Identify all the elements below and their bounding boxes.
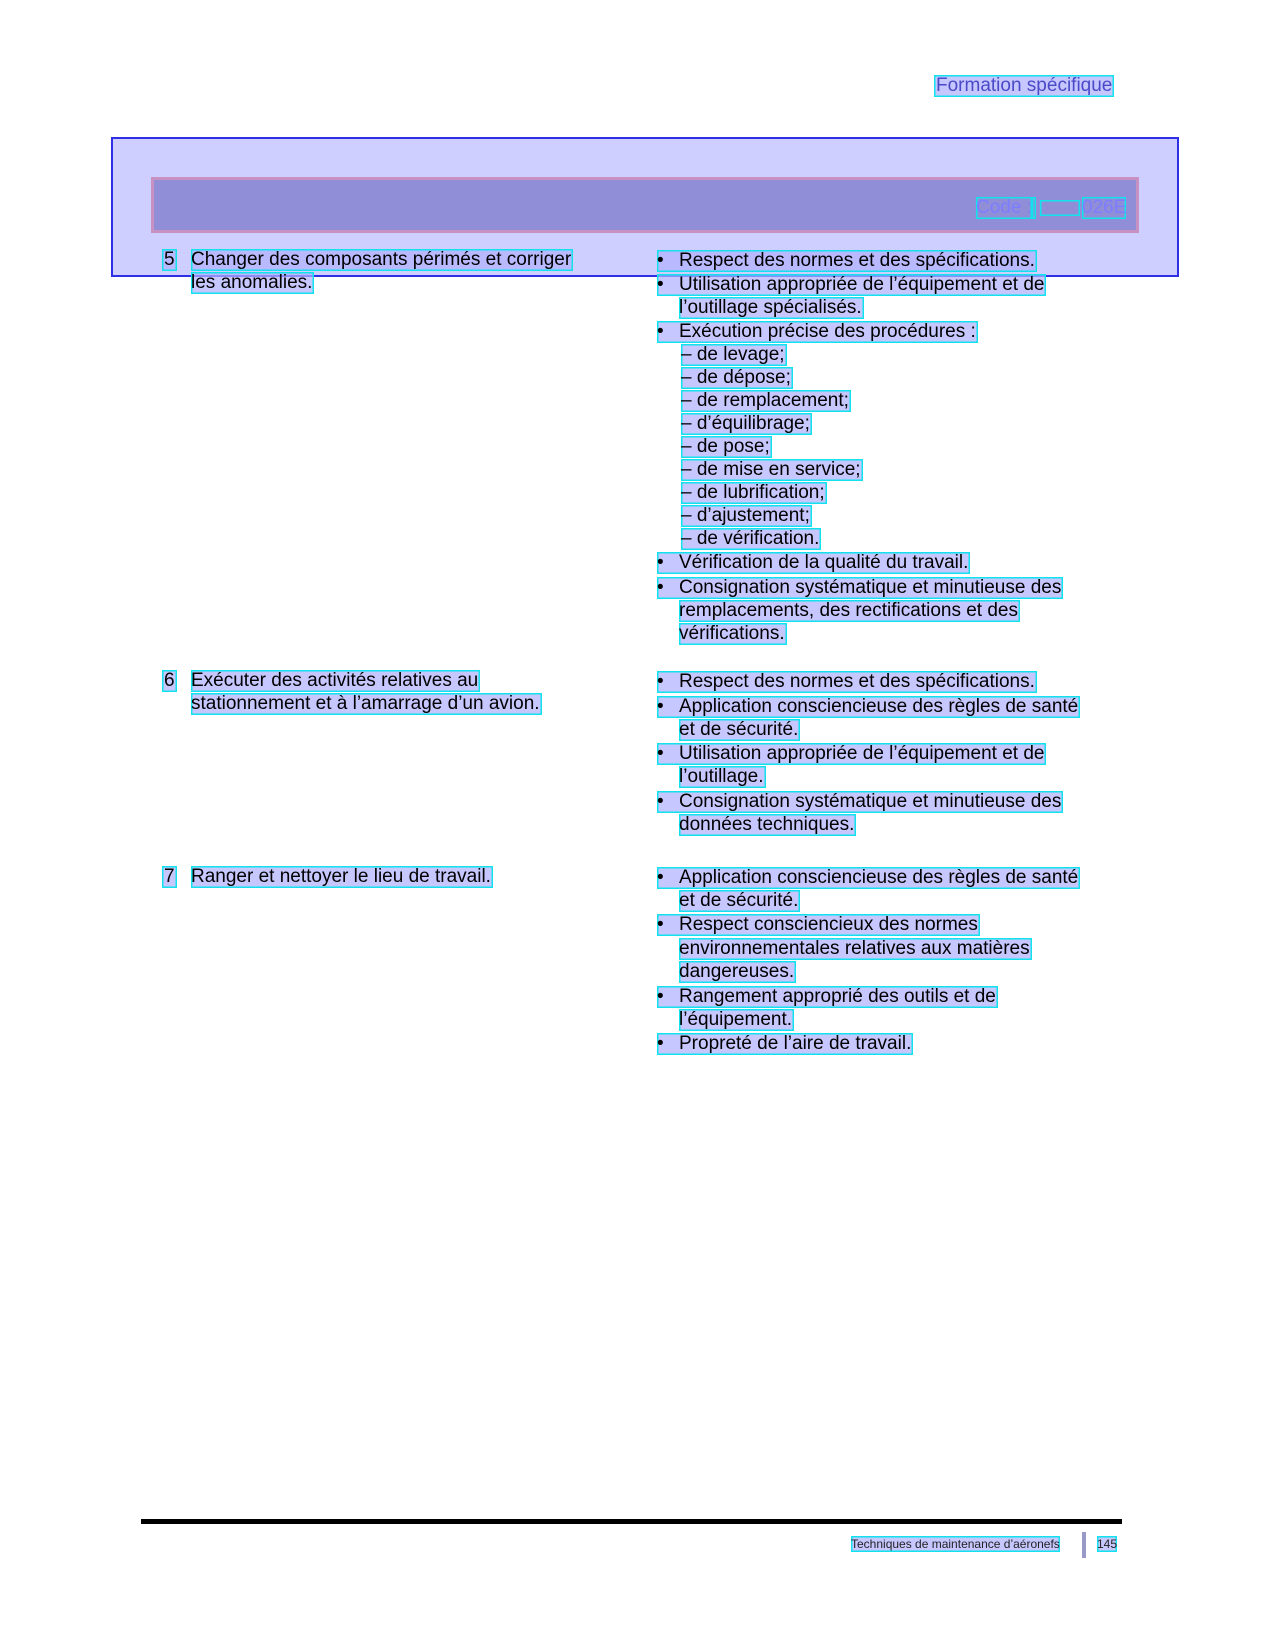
bullet-icon: • bbox=[657, 552, 664, 573]
page-number: 145 bbox=[1097, 1537, 1118, 1551]
criterion-text: Respect des normes et des spécifications. bbox=[679, 250, 1035, 271]
bullet-icon: • bbox=[657, 743, 664, 764]
element-text: stationnement et à l’amarrage d’un avion. bbox=[191, 693, 540, 714]
element-number: 6 bbox=[164, 670, 175, 691]
criterion-text: l’équipement. bbox=[679, 1009, 793, 1030]
criterion-text: Propreté de l’aire de travail. bbox=[679, 1033, 912, 1054]
bullet-icon: • bbox=[657, 696, 664, 717]
subitem-text: de lubrification; bbox=[696, 482, 825, 503]
criterion-item bbox=[657, 791, 1063, 813]
page-header-title: Formation spécifique bbox=[936, 75, 1113, 96]
procedure-subitem: – d’équilibrage; bbox=[681, 413, 810, 434]
bullet-icon: • bbox=[657, 1033, 664, 1054]
code-gap bbox=[1040, 200, 1080, 216]
criterion-text: Respect consciencieux des normes bbox=[679, 914, 978, 935]
criterion-text: Application consciencieuse des règles de santé bbox=[679, 696, 1079, 717]
procedure-subitem: – de mise en service; bbox=[681, 459, 861, 480]
procedure-subitem: – de remplacement; bbox=[681, 390, 849, 411]
criterion-text: Utilisation appropriée de l’équipement et de bbox=[679, 274, 1045, 295]
criterion-text: Vérification de la qualité du travail. bbox=[679, 552, 969, 573]
bullet-icon: • bbox=[657, 986, 664, 1007]
element-text: Exécuter des activités relatives au bbox=[191, 670, 479, 691]
criterion-item bbox=[657, 552, 970, 574]
bullet-icon: • bbox=[657, 274, 664, 295]
code-label: Code : bbox=[976, 197, 1032, 218]
criterion-text: données techniques. bbox=[679, 814, 855, 835]
subitem-text: d’équilibrage; bbox=[696, 413, 810, 434]
bullet-icon: • bbox=[657, 867, 664, 888]
criterion-item bbox=[657, 274, 1046, 296]
criterion-text: l’outillage. bbox=[679, 766, 764, 787]
criterion-item bbox=[657, 986, 998, 1008]
subitem-text: de mise en service; bbox=[696, 459, 861, 480]
footer-separator bbox=[1082, 1532, 1086, 1558]
criterion-text: Consignation systématique et minutieuse des bbox=[679, 577, 1062, 598]
criterion-text: Exécution précise des procédures : bbox=[679, 321, 976, 342]
procedure-subitem: – de levage; bbox=[681, 344, 785, 365]
procedure-subitem: – de vérification. bbox=[681, 528, 820, 549]
bullet-icon: • bbox=[657, 914, 664, 935]
bullet-icon: • bbox=[657, 250, 664, 271]
criterion-text: Respect des normes et des spécifications. bbox=[679, 671, 1035, 692]
element-number: 5 bbox=[164, 249, 175, 270]
criterion-item bbox=[657, 914, 980, 936]
subitem-text: d’ajustement; bbox=[696, 505, 810, 526]
subitem-text: de dépose; bbox=[696, 367, 791, 388]
criterion-item bbox=[657, 321, 978, 343]
code-separator bbox=[1032, 197, 1036, 219]
criterion-item bbox=[657, 1033, 913, 1055]
criterion-item bbox=[657, 743, 1046, 765]
element-number: 7 bbox=[164, 866, 175, 887]
criterion-text: Rangement approprié des outils et de bbox=[679, 986, 996, 1007]
subitem-text: de vérification. bbox=[696, 528, 820, 549]
criterion-item bbox=[657, 696, 1080, 718]
bullet-icon: • bbox=[657, 577, 664, 598]
criterion-text: et de sécurité. bbox=[679, 719, 799, 740]
procedure-subitem: – de dépose; bbox=[681, 367, 791, 388]
footer-rule bbox=[141, 1519, 1122, 1524]
criterion-text: Utilisation appropriée de l’équipement et de bbox=[679, 743, 1045, 764]
subitem-text: de pose; bbox=[696, 436, 770, 457]
criterion-item bbox=[657, 671, 1037, 693]
criterion-text: et de sécurité. bbox=[679, 890, 799, 911]
bullet-icon: • bbox=[657, 791, 664, 812]
criterion-text: Application consciencieuse des règles de santé bbox=[679, 867, 1079, 888]
element-text: Changer des composants périmés et corriger bbox=[191, 249, 572, 270]
criterion-item bbox=[657, 867, 1080, 889]
criterion-item bbox=[657, 250, 1037, 272]
code-value: 026E bbox=[1082, 197, 1127, 218]
bullet-icon: • bbox=[657, 321, 664, 342]
element-text: les anomalies. bbox=[191, 272, 313, 293]
procedure-subitem: – d’ajustement; bbox=[681, 505, 810, 526]
criterion-text: remplacements, des rectifications et des bbox=[679, 600, 1018, 621]
criterion-item bbox=[657, 577, 1063, 599]
footer-program-title: Techniques de maintenance d’aéronefs bbox=[851, 1537, 1060, 1551]
criterion-text: environnementales relatives aux matières bbox=[679, 938, 1030, 959]
subitem-text: de levage; bbox=[696, 344, 785, 365]
criterion-text: vérifications. bbox=[679, 623, 785, 644]
procedure-subitem: – de lubrification; bbox=[681, 482, 825, 503]
subitem-text: de remplacement; bbox=[696, 390, 849, 411]
element-text: Ranger et nettoyer le lieu de travail. bbox=[191, 866, 491, 887]
criterion-text: dangereuses. bbox=[679, 961, 795, 982]
bullet-icon: • bbox=[657, 671, 664, 692]
criterion-text: Consignation systématique et minutieuse des bbox=[679, 791, 1062, 812]
procedure-subitem: – de pose; bbox=[681, 436, 770, 457]
criterion-text: l’outillage spécialisés. bbox=[679, 297, 862, 318]
